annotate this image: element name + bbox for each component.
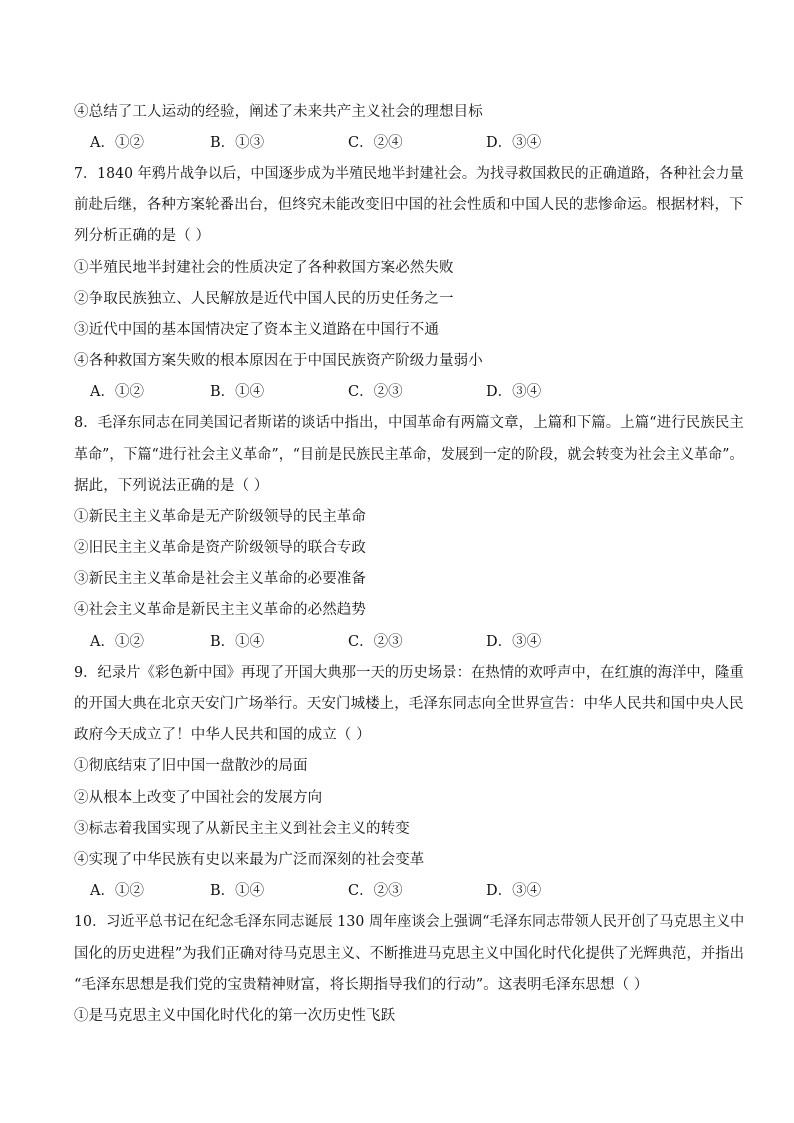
- q10-stem-line-3: “毛泽东思想是我们党的宝贵精神财富，将长期指导我们的行动”。这表明毛泽东思想（ ）: [74, 977, 649, 993]
- q8-option-c[interactable]: C．②③: [348, 634, 403, 650]
- q7-stem-line-2: 前赴后继，各种方案轮番出台，但终究未能改变旧中国的社会性质和中国人民的悲惨命运。根据材料，下: [74, 197, 744, 213]
- q6-option-d[interactable]: D．③④: [486, 135, 542, 151]
- q8-statement-4: ④社会主义革命是新民主主义革命的必然趋势: [74, 602, 366, 618]
- q8-statement-2: ②旧民主主义革命是资产阶级领导的联合专政: [74, 540, 366, 556]
- q6-option-b[interactable]: B．①③: [210, 135, 265, 151]
- q8-stem-line-1: 8．毛泽东同志在同美国记者斯诺的谈话中指出，中国革命有两篇文章，上篇和下篇。上篇“进行民族民主: [74, 415, 744, 431]
- q6-option-c[interactable]: C．②④: [348, 135, 403, 151]
- q8-option-b[interactable]: B．①④: [210, 634, 265, 650]
- q9-stem-line-3: 政府今天成立了！中华人民共和国的成立（ ）: [74, 727, 371, 743]
- q9-statement-2: ②从根本上改变了中国社会的发展方向: [74, 790, 323, 806]
- q6-options: [90, 134, 690, 152]
- q7-statement-2: ②争取民族独立、人民解放是近代中国人民的历史任务之一: [74, 291, 454, 307]
- q9-statement-1: ①彻底结束了旧中国一盘散沙的局面: [74, 758, 308, 774]
- q7-stem-line-3: 列分析正确的是（ ）: [74, 228, 211, 244]
- q8-stem-line-3: 据此，下列说法正确的是（ ）: [74, 478, 269, 494]
- q9-stem-line-2: 的开国大典在北京天安门广场举行。天安门城楼上，毛泽东同志向全世界宣告：中华人民共和国中央人民: [74, 696, 744, 712]
- q8-statement-3: ③新民主主义革命是社会主义革命的必要准备: [74, 571, 366, 587]
- q6-statement-4: ④总结了工人运动的经验，阐述了未来共产主义社会的理想目标: [74, 104, 483, 120]
- q8-option-a[interactable]: A．①②: [90, 634, 144, 650]
- q9-statement-3: ③标志着我国实现了从新民主主义到社会主义的转变: [74, 821, 410, 837]
- q9-stem-line-1: 9．纪录片《彩色新中国》再现了开国大典那一天的历史场景：在热情的欢呼声中，在红旗的海洋中，隆重: [74, 665, 744, 681]
- q10-statement-1: ①是马克思主义中国化时代化的第一次历史性飞跃: [74, 1008, 396, 1024]
- q10-stem-line-2: 国化的历史进程”为我们正确对待马克思主义、不断推进马克思主义中国化时代化提供了光辉典范，并指出: [74, 946, 745, 962]
- q7-option-a[interactable]: A．①②: [90, 384, 144, 400]
- q9-option-a[interactable]: A．①②: [90, 883, 144, 899]
- q7-option-b[interactable]: B．①④: [210, 384, 265, 400]
- q10-stem-line-1: 10．习近平总书记在纪念毛泽东同志诞辰 130 周年座谈会上强调“毛泽东同志带领人民开创了马克思主义中: [74, 914, 745, 930]
- q9-options: [90, 882, 690, 900]
- q9-option-b[interactable]: B．①④: [210, 883, 265, 899]
- q8-statement-1: ①新民主主义革命是无产阶级领导的民主革命: [74, 509, 366, 525]
- q7-statement-4: ④各种救国方案失败的根本原因在于中国民族资产阶级力量弱小: [74, 353, 483, 369]
- q8-stem-line-2: 革命”，下篇“进行社会主义革命”，“目前是民族民主革命，发展到一定的阶段，就会转变为社会主义革命”。: [74, 447, 744, 463]
- q9-option-d[interactable]: D．③④: [486, 883, 542, 899]
- q7-stem-line-1: 7．1840 年鸦片战争以后，中国逐步成为半殖民地半封建社会。为找寻救国救民的正确道路，各种社会力量: [74, 166, 744, 182]
- q8-option-d[interactable]: D．③④: [486, 634, 542, 650]
- q9-statement-4: ④实现了中华民族有史以来最为广泛而深刻的社会变革: [74, 852, 425, 868]
- q7-statement-1: ①半殖民地半封建社会的性质决定了各种救国方案必然失败: [74, 260, 454, 276]
- q6-option-a[interactable]: A．①②: [90, 135, 144, 151]
- q7-options: [90, 383, 690, 401]
- q7-option-d[interactable]: D．③④: [486, 384, 542, 400]
- q9-option-c[interactable]: C．②③: [348, 883, 403, 899]
- q8-options: [90, 633, 690, 651]
- q7-option-c[interactable]: C．②③: [348, 384, 403, 400]
- q7-statement-3: ③近代中国的基本国情决定了资本主义道路在中国行不通: [74, 322, 439, 338]
